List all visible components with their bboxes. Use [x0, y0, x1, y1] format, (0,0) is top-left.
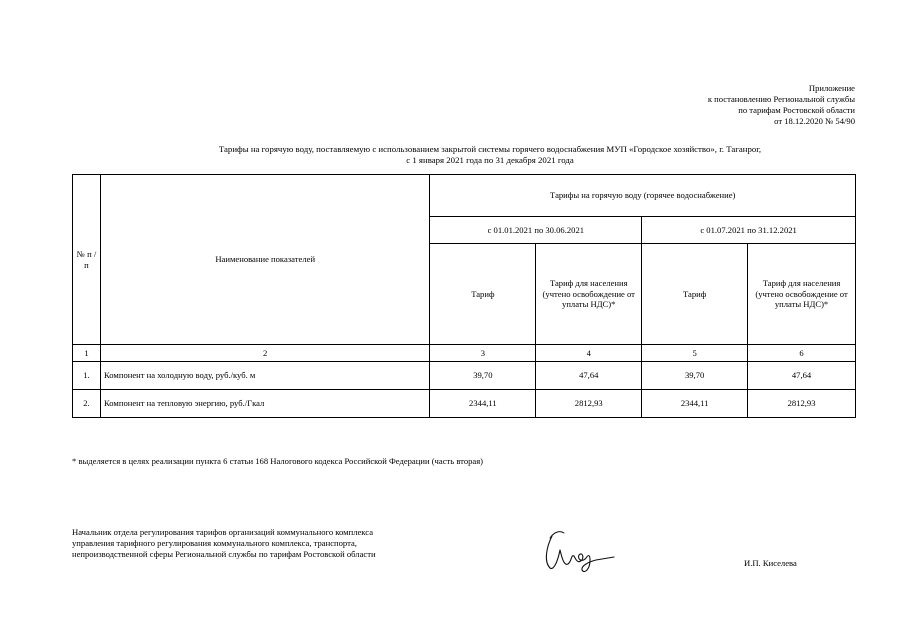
- row-name: Компонент на холодную воду, руб./куб. м: [100, 362, 429, 390]
- header-tariff-pop-1: Тариф для населения (учтено освобождение от уплаты НДС)*: [536, 244, 642, 345]
- header-number: № п /п: [73, 175, 101, 345]
- signatory-line-3: непроизводственной сферы Региональной службы по тарифам Ростовской области: [72, 549, 376, 559]
- signer-name: И.П. Киселева: [744, 558, 797, 568]
- col-number-3: 3: [430, 345, 536, 362]
- row-value: 2812,93: [536, 390, 642, 418]
- row-value: 39,70: [642, 362, 748, 390]
- row-value: 2812,93: [748, 390, 856, 418]
- col-number-6: 6: [748, 345, 856, 362]
- title-line-1: Тарифы на горячую воду, поставляемую с использованием закрытой системы горячего водоснабжения МУП «Городское хозяйство», г. Таганрог,: [218, 144, 762, 154]
- header-tariff-pop-2: Тариф для населения (учтено освобождение от уплаты НДС)*: [748, 244, 856, 345]
- appendix-line-3: по тарифам Ростовской области: [738, 105, 855, 115]
- appendix-line-4: от 18.12.2020 № 54/90: [774, 116, 855, 126]
- appendix-line-1: Приложение: [808, 83, 855, 93]
- row-value: 47,64: [536, 362, 642, 390]
- title-line-2: с 1 января 2021 года по 31 декабря 2021 года: [406, 155, 574, 165]
- document-title: [90, 144, 890, 166]
- col-number-4: 4: [536, 345, 642, 362]
- row-number: 1.: [73, 362, 101, 390]
- signatory-line-2: управления тарифного регулирования коммунального комплекса, транспорта,: [72, 538, 357, 548]
- header-period-1: с 01.01.2021 по 30.06.2021: [430, 217, 642, 244]
- signatory-line-1: Начальник отдела регулирования тарифов организаций коммунального комплекса: [72, 527, 374, 537]
- row-name: Компонент на тепловую энергию, руб./Гкал: [100, 390, 429, 418]
- footnote: * выделяется в целях реализации пункта 6 статьи 168 Налогового кодекса Российской Федерации (часть вторая): [72, 456, 484, 466]
- row-value: 2344,11: [642, 390, 748, 418]
- row-value: 2344,11: [430, 390, 536, 418]
- col-number-5: 5: [642, 345, 748, 362]
- header-tariff-1: Тариф: [430, 244, 536, 345]
- col-number-1: 1: [73, 345, 101, 362]
- row-value: 39,70: [430, 362, 536, 390]
- header-period-2: с 01.07.2021 по 31.12.2021: [642, 217, 856, 244]
- row-number: 2.: [73, 390, 101, 418]
- header-indicator-name: Наименование показателей: [100, 175, 429, 345]
- table-row: [73, 390, 856, 418]
- appendix-header: [708, 83, 855, 127]
- row-value: 47,64: [748, 362, 856, 390]
- col-number-2: 2: [100, 345, 429, 362]
- header-tariff-2: Тариф: [642, 244, 748, 345]
- table-row: [73, 362, 856, 390]
- handwritten-signature: [538, 524, 618, 574]
- header-tariff-group: Тарифы на горячую воду (горячее водоснабжение): [430, 175, 856, 217]
- signatory-position: [72, 527, 376, 560]
- tariff-table: [72, 174, 856, 418]
- appendix-line-2: к постановлению Региональной службы: [707, 94, 855, 104]
